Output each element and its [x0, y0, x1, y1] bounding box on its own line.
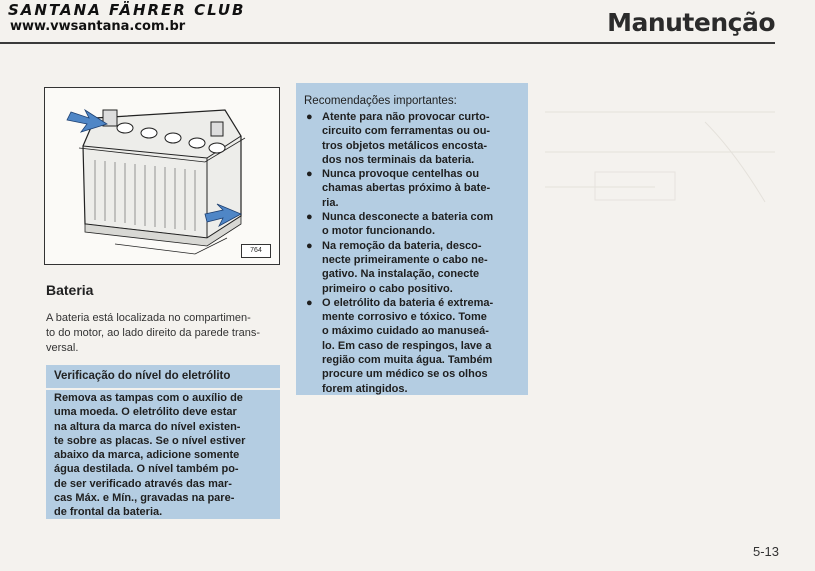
item-line: chamas abertas próximo à bate- [322, 182, 491, 195]
item-line: região com muita água. Também [322, 354, 493, 367]
intro-line: A bateria está localizada no compartimen- [46, 312, 251, 324]
electrolyte-check-title: Verificação do nível do eletrólito [54, 370, 231, 382]
body-line: Remova as tampas com o auxílio de [54, 392, 243, 404]
item-line: dos nos terminais da bateria. [322, 153, 475, 166]
recommendation-item [304, 167, 526, 210]
body-line: cas Máx. e Mín., gravadas na pare- [54, 492, 235, 505]
bullet-icon: ● [306, 111, 313, 123]
section-title-rule [0, 42, 775, 44]
body-line: uma moeda. O eletrólito deve estar [54, 406, 237, 419]
bullet-icon: ● [306, 296, 313, 309]
item-line: Nunca provoque centelhas ou [322, 168, 480, 181]
battery-drawing [45, 88, 279, 264]
bullet-icon: ● [306, 211, 313, 224]
figure-number: 764 [241, 244, 271, 258]
bullet-icon: ● [306, 168, 313, 181]
battery-illustration [44, 87, 280, 265]
item-line: lo. Em caso de respingos, lave a [322, 339, 492, 352]
item-line: Na remoção da bateria, desco- [322, 239, 482, 252]
item-line: O eletrólito da bateria é extrema- [322, 296, 494, 309]
battery-heading: Bateria [46, 282, 94, 298]
item-line: procure um médico se os olhos [322, 368, 488, 381]
item-line: o máximo cuidado ao manuseá- [322, 325, 489, 338]
club-header [8, 2, 245, 35]
battery-intro [46, 311, 276, 356]
body-line: te sobre as placas. Se o nível estiver [54, 434, 246, 447]
title-divider [46, 388, 280, 390]
item-line: necte primeiramente o cabo ne- [322, 253, 488, 266]
bullet-icon: ● [306, 239, 313, 252]
recommendations-box [296, 83, 528, 395]
recommendation-item [304, 239, 526, 296]
item-line: Atente para não provocar curto- [322, 111, 490, 123]
item-line: circuito com ferramentas ou ou- [322, 125, 491, 138]
intro-line: versal. [46, 342, 79, 354]
body-line: água destilada. O nível também po- [54, 463, 239, 476]
item-line: ria. [322, 196, 339, 209]
body-line: abaixo da marca, adicione somente [54, 449, 240, 462]
recommendation-item [304, 296, 526, 396]
item-line: Nunca desconecte a bateria com [322, 211, 494, 224]
page-number: 5-13 [752, 544, 779, 559]
electrolyte-check-body [54, 391, 278, 520]
body-line: de frontal da bateria. [54, 506, 163, 519]
recommendation-item [304, 210, 526, 239]
club-title: SANTANA FÄHRER CLUB [8, 1, 246, 19]
body-line: na altura da marca do nível existen- [54, 420, 241, 433]
recommendations-title: Recomendações importantes: [304, 95, 457, 107]
section-title: Manutenção [607, 8, 775, 37]
item-line: primeiro o cabo positivo. [322, 282, 453, 295]
item-line: tros objetos metálicos encosta- [322, 139, 488, 152]
body-line: de ser verificado através das mar- [54, 477, 232, 490]
item-line: gativo. Na instalação, conecte [322, 268, 480, 281]
club-url: www.vwsantana.com.br [10, 19, 186, 34]
electrolyte-check-box [46, 365, 280, 519]
item-line: mente corrosivo e tóxico. Tome [322, 311, 487, 324]
intro-line: to do motor, ao lado direito da parede trans- [46, 327, 261, 339]
recommendation-item [304, 110, 526, 167]
show-through-diagram [535, 92, 795, 252]
item-line: o motor funcionando. [322, 225, 436, 238]
recommendations-list [304, 110, 526, 396]
item-line: forem atingidos. [322, 382, 408, 395]
